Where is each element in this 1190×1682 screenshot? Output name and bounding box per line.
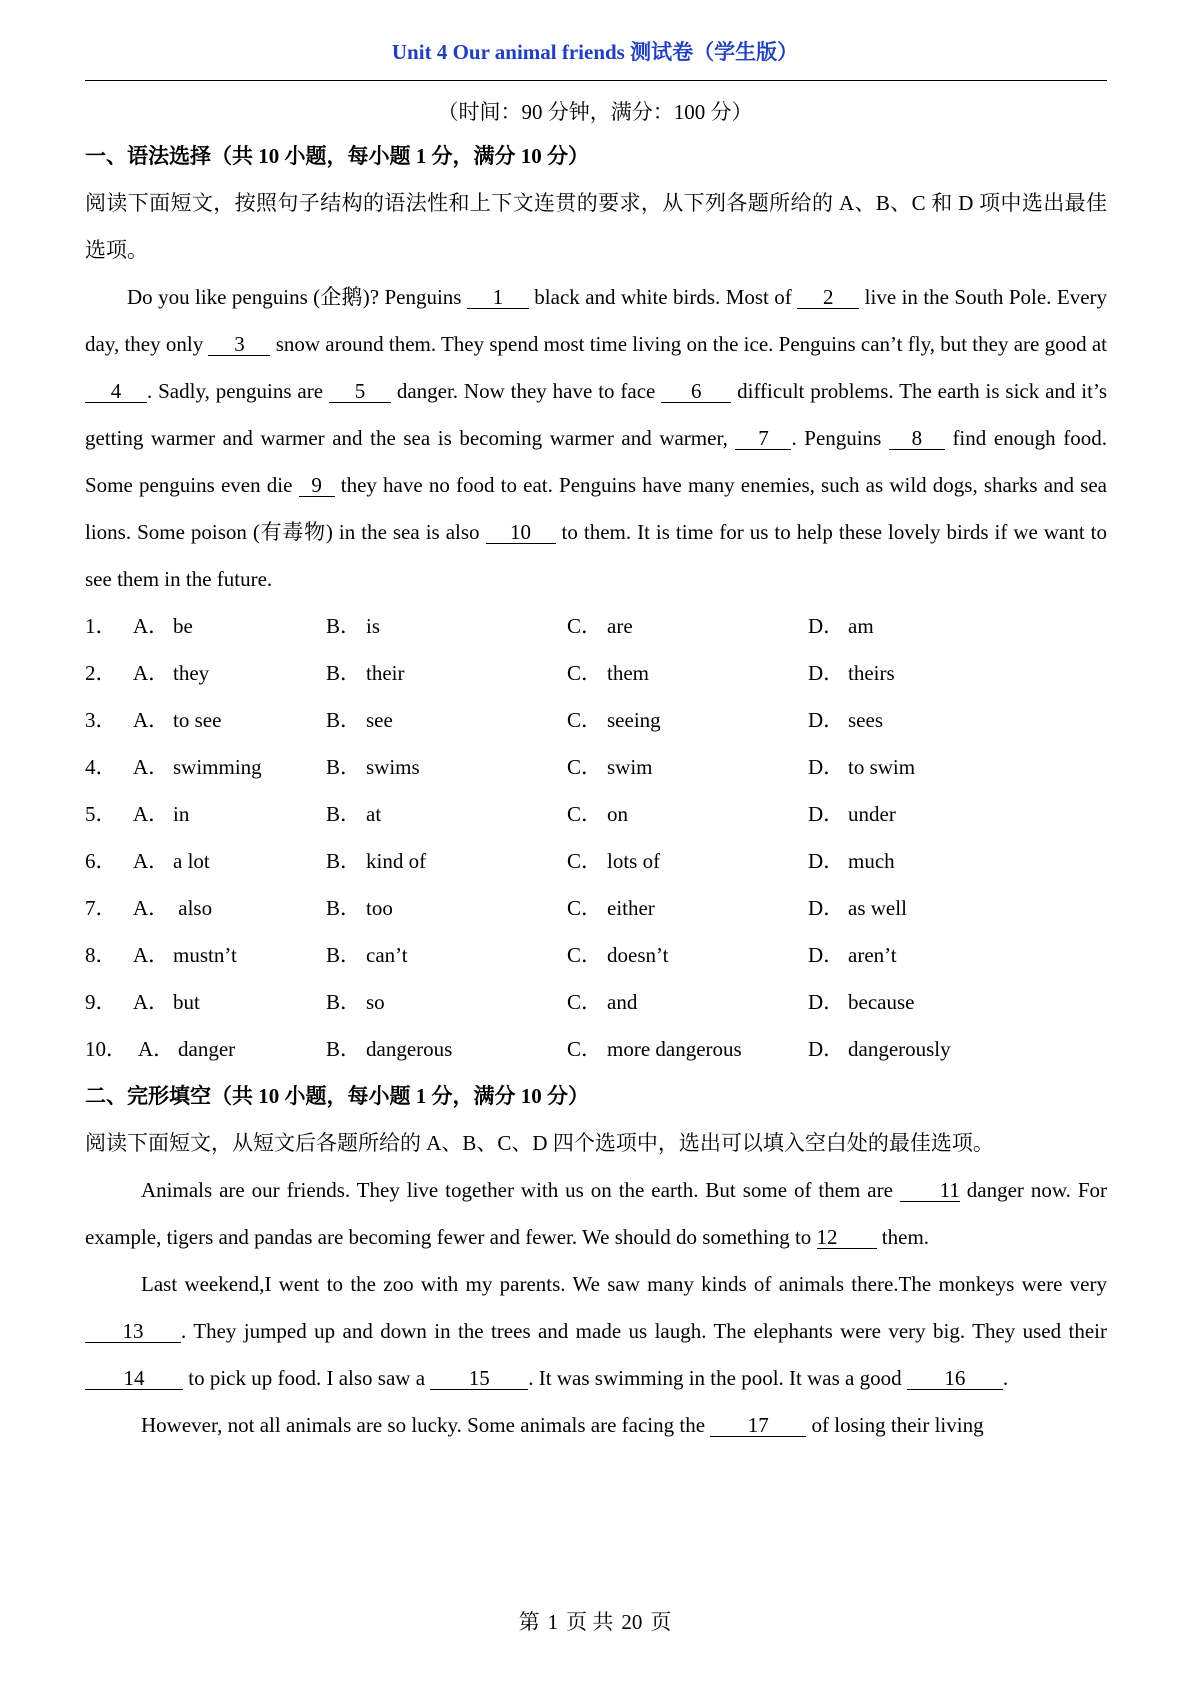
blank-4: 4 [85, 380, 147, 403]
option-c: on [607, 802, 628, 826]
option-c: and [607, 990, 638, 1014]
blank-9: 9 [299, 474, 335, 497]
option-d: theirs [848, 661, 895, 685]
blank-16: 16 [907, 1367, 1003, 1390]
exam-content [85, 133, 1107, 1449]
option-b: swims [366, 755, 420, 779]
blank-10: 10 [486, 521, 556, 544]
option-c: swim [607, 755, 653, 779]
question-row: 2． A． they B． their C． them D． theirs [85, 650, 1107, 697]
section2-paragraph-1: Animals are our friends. They live together with us on the earth. But some of them are 11 danger now. For example, tigers and pandas are becoming fewer and fewer. We should do something to 12 them. [85, 1178, 1108, 1249]
option-c: are [607, 614, 633, 638]
blank-12: 12 [817, 1226, 877, 1249]
page-total: 20 [621, 1610, 643, 1634]
option-a: to see [173, 708, 222, 732]
option-c: them [607, 661, 649, 685]
option-a: also [173, 896, 213, 920]
blank-7: 7 [735, 427, 791, 450]
page-footer: 第 1 页 共 20 页 [518, 1610, 672, 1634]
blank-15: 15 [430, 1367, 528, 1390]
question-row: 1． A． be B． is C． are D． am [85, 603, 1107, 650]
page-number: 1 [547, 1610, 559, 1634]
option-a: they [173, 661, 210, 685]
blank-14: 14 [85, 1367, 183, 1390]
option-c: more dangerous [607, 1037, 742, 1061]
section2-paragraph-2: Last weekend,I went to the zoo with my parents. We saw many kinds of animals there.The monkeys were very 13 . They jumped up and down in the trees and made us laugh. The elephants were very big. They used their 14 to pick up food. I also saw a 15 . It was swimming in the pool. It was a good 16 . [85, 1261, 1107, 1402]
option-c: doesn’t [607, 943, 669, 967]
blank-13: 13 [85, 1320, 181, 1343]
option-c: lots of [607, 849, 661, 873]
page-title: Unit 4 Our animal friends 测试卷（学生版） [391, 40, 799, 64]
question-row: 8． A． mustn’t B． can’t C． doesn’t D． aren’t [85, 932, 1107, 979]
option-a: be [173, 614, 193, 638]
blank-1: 1 [467, 286, 529, 309]
question-row: 6． A． a lot B． kind of C． lots of D． much [85, 838, 1107, 885]
option-d: dangerously [848, 1037, 951, 1061]
blank-2: 2 [797, 286, 859, 309]
blank-6: 6 [661, 380, 731, 403]
option-b: see [366, 708, 393, 732]
option-b: their [366, 661, 405, 685]
section1-instruction: 阅读下面短文，按照句子结构的语法性和上下文连贯的要求，从下列各题所给的 A、B、C 和 D 项中选出最佳选项。 [85, 191, 1107, 262]
section2-instruction: 阅读下面短文，从短文后各题所给的 A、B、C、D 四个选项中，选出可以填入空白处的最佳选项。 [85, 1131, 994, 1155]
exam-time-info: （时间：90 分钟，满分：100 分） [437, 100, 753, 124]
option-b: at [366, 802, 382, 826]
option-b: can’t [366, 943, 408, 967]
option-b: so [366, 990, 385, 1014]
option-b: is [366, 614, 381, 638]
option-d: to swim [848, 755, 916, 779]
option-a: swimming [173, 755, 262, 779]
option-c: either [607, 896, 655, 920]
question-list [85, 603, 1107, 1073]
option-d: much [848, 849, 895, 873]
option-d: am [848, 614, 874, 638]
section2-paragraph-3: However, not all animals are so lucky. Some animals are facing the 17 of losing their living [141, 1413, 984, 1437]
blank-11: 11 [900, 1179, 960, 1202]
section2-heading: 二、完形填空（共 10 小题，每小题 1 分，满分 10 分） [85, 1084, 589, 1108]
option-a: a lot [173, 849, 210, 873]
section1-heading: 一、语法选择（共 10 小题，每小题 1 分，满分 10 分） [85, 144, 589, 168]
question-row: 3． A． to see B． see C． seeing D． sees [85, 697, 1107, 744]
question-row: 9． A． but B． so C． and D． because [85, 979, 1107, 1026]
blank-3: 3 [208, 333, 270, 356]
option-d: aren’t [848, 943, 897, 967]
header-divider [85, 80, 1107, 81]
option-d: as well [848, 896, 907, 920]
option-a: but [173, 990, 200, 1014]
option-d: sees [848, 708, 883, 732]
blank-5: 5 [329, 380, 391, 403]
question-row: 4． A． swimming B． swims C． swim D． to swim [85, 744, 1107, 791]
option-b: dangerous [366, 1037, 453, 1061]
question-row: 5． A． in B． at C． on D． under [85, 791, 1107, 838]
option-d: under [848, 802, 896, 826]
option-b: too [366, 896, 393, 920]
blank-17: 17 [710, 1414, 806, 1437]
option-a: in [173, 802, 190, 826]
option-b: kind of [366, 849, 427, 873]
question-row: 7． A． also B． too C． either D． as well [85, 885, 1107, 932]
blank-8: 8 [889, 427, 945, 450]
question-row: 10． A． danger B． dangerous C． more dangerous D． dangerously [85, 1026, 1107, 1073]
option-d: because [848, 990, 915, 1014]
option-a: danger [178, 1037, 236, 1061]
option-a: mustn’t [173, 943, 237, 967]
section1-passage: Do you like penguins (企鹅)? Penguins 1 black and white birds. Most of 2 live in the South Pole. Every day, they only 3 snow around them. They spend most time living on the ice. Penguins can’t fly, but they are good at 4 . Sadly, penguins are 5 danger. Now they have to face 6 difficult problems. The earth is sick and it’s getting warmer and warmer and the sea is becoming warmer and warmer, 7 . Penguins 8 find enough food. Some penguins even die 9 they have no food to eat. Penguins have many enemies, such as wild dogs, sharks and sea lions. Some poison (有毒物) in the sea is also 10 to them. It is time for us to help these lovely birds if we want to see them in the future. [85, 285, 1108, 591]
option-c: seeing [607, 708, 661, 732]
